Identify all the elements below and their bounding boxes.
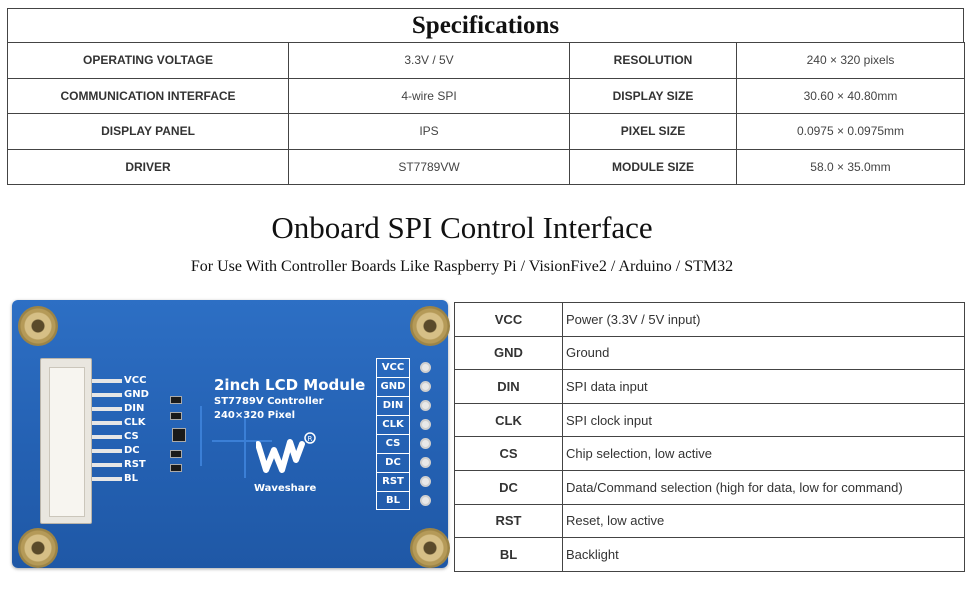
pin-name: VCC — [455, 303, 563, 337]
pin-name: GND — [455, 336, 563, 370]
spec-value: 58.0 × 35.0mm — [737, 149, 965, 185]
pin-name: DIN — [455, 370, 563, 404]
solder-pad-icon — [420, 476, 431, 487]
specifications-table — [7, 8, 964, 185]
lcd-module-image — [12, 300, 448, 568]
table-row — [455, 470, 965, 504]
spec-value: 4-wire SPI — [289, 78, 570, 114]
waveshare-logo-icon — [256, 430, 318, 478]
transistor-icon — [172, 428, 186, 442]
table-row — [455, 303, 965, 337]
spec-key: DRIVER — [8, 149, 289, 185]
left-pin-label: BL — [124, 473, 138, 484]
pin-description: Ground — [563, 336, 965, 370]
spec-key: PIXEL SIZE — [570, 114, 737, 150]
right-pin-label: RST — [377, 473, 409, 492]
pin-header-connector — [40, 358, 92, 524]
mounting-hole-icon — [410, 306, 450, 346]
mounting-hole-icon — [18, 528, 58, 568]
left-pin-label: CS — [124, 431, 139, 442]
spec-key: RESOLUTION — [570, 43, 737, 79]
pin-description: Power (3.3V / 5V input) — [563, 303, 965, 337]
pin-description-table — [454, 302, 964, 572]
pin-description: Reset, low active — [563, 504, 965, 538]
spec-row — [8, 43, 965, 79]
smd-component-icon — [170, 464, 182, 472]
svg-text:R: R — [307, 435, 313, 443]
pin-description: Backlight — [563, 538, 965, 572]
brand-name: Waveshare — [254, 483, 317, 494]
spec-key: OPERATING VOLTAGE — [8, 43, 289, 79]
pin-name: CS — [455, 437, 563, 471]
spec-value: 0.0975 × 0.0975mm — [737, 114, 965, 150]
left-pin-label: DIN — [124, 403, 145, 414]
specifications-grid — [7, 42, 965, 185]
solder-pad-icon — [420, 381, 431, 392]
section-subtitle: For Use With Controller Boards Like Raspberry Pi / VisionFive2 / Arduino / STM32 — [190, 258, 734, 275]
left-pin-label: DC — [124, 445, 140, 456]
spec-row — [8, 114, 965, 150]
spec-value: IPS — [289, 114, 570, 150]
left-pin-label: GND — [124, 389, 149, 400]
pin-description: SPI data input — [563, 370, 965, 404]
solder-pad-icon — [420, 438, 431, 449]
right-pin-labels — [376, 358, 410, 510]
left-pin-label: CLK — [124, 417, 146, 428]
smd-component-icon — [170, 412, 182, 420]
pin-name: CLK — [455, 403, 563, 437]
left-pin-label: RST — [124, 459, 146, 470]
mounting-hole-icon — [18, 306, 58, 346]
right-pin-label: BL — [386, 495, 400, 506]
right-pin-label: GND — [377, 378, 409, 397]
solder-pad-icon — [420, 457, 431, 468]
solder-pad-icon — [420, 495, 431, 506]
section-title: Onboard SPI Control Interface — [271, 210, 653, 245]
spec-key: COMMUNICATION INTERFACE — [8, 78, 289, 114]
solder-pad-icon — [420, 362, 431, 373]
right-pin-label: CLK — [377, 416, 409, 435]
table-row — [455, 437, 965, 471]
solder-pad-icon — [420, 400, 431, 411]
spec-row — [8, 149, 965, 185]
solder-pad-icon — [420, 419, 431, 430]
pin-description: Data/Command selection (high for data, low for command) — [563, 470, 965, 504]
board-controller: ST7789V Controller — [214, 396, 324, 407]
smd-component-icon — [170, 450, 182, 458]
right-pin-label: DIN — [377, 397, 409, 416]
spec-key: MODULE SIZE — [570, 149, 737, 185]
board-title: 2inch LCD Module — [214, 376, 366, 394]
table-row — [455, 370, 965, 404]
right-pin-label: CS — [377, 435, 409, 454]
spec-value: 30.60 × 40.80mm — [737, 78, 965, 114]
right-pin-label: DC — [377, 454, 409, 473]
table-row — [455, 403, 965, 437]
left-pin-label: VCC — [124, 375, 147, 386]
mounting-hole-icon — [410, 528, 450, 568]
table-row — [455, 504, 965, 538]
pin-name: DC — [455, 470, 563, 504]
table-row — [455, 538, 965, 572]
pin-name: RST — [455, 504, 563, 538]
smd-component-icon — [170, 396, 182, 404]
pin-description: Chip selection, low active — [563, 437, 965, 471]
spec-value: ST7789VW — [289, 149, 570, 185]
spec-value: 240 × 320 pixels — [737, 43, 965, 79]
spec-value: 3.3V / 5V — [289, 43, 570, 79]
specifications-title: Specifications — [7, 8, 964, 42]
pin-description: SPI clock input — [563, 403, 965, 437]
table-row — [455, 336, 965, 370]
spec-key: DISPLAY PANEL — [8, 114, 289, 150]
board-pixels: 240×320 Pixel — [214, 410, 296, 421]
spec-key: DISPLAY SIZE — [570, 78, 737, 114]
spec-row — [8, 78, 965, 114]
right-pin-label: VCC — [377, 359, 409, 378]
pin-name: BL — [455, 538, 563, 572]
